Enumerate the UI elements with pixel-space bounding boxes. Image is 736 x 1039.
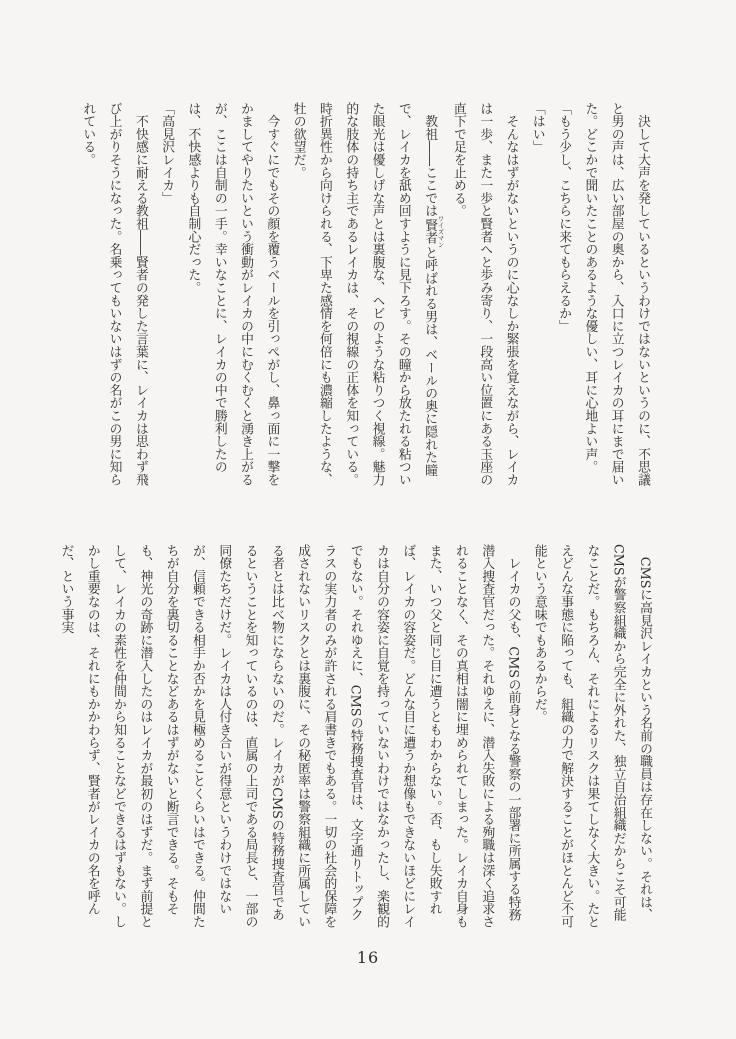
ruby-pre-text: 教祖――ここでは: [422, 102, 438, 218]
paragraph-dialogue: 「はい」: [529, 102, 545, 154]
text-block-top: [74, 102, 655, 488]
paragraph-dialogue: 「高見沢レイカ」: [159, 102, 175, 205]
ruby-base: 賢者: [422, 215, 438, 248]
paragraph: 不快感に耐える教祖――賢者の発した言葉に、レイカは思わず飛び上がりそうになった。名乗ってもいないはずの名がこの男に知られている。: [80, 102, 148, 486]
text-block-bottom: [52, 544, 657, 930]
wiseman-ruby: [422, 215, 445, 248]
paragraph: CMSに高見沢レイカという名前の職員は存在しない。それは、CMSが警察組織から完全に外れた、独立自治組織だからこそ可能なことだ。もちろん、それによるリスクは果てしなく大きい。たとえどんな事態に陥っても、組織の力で解決することがほとんど不可能という意味でもあるからだ。: [531, 544, 652, 928]
paragraph: そんなはずがないというのに心なしか緊張を覚えながら、レイカは一歩、また一歩と賢者へと歩み寄り、一段高い位置にある玉座の直下で足を止める。: [450, 102, 519, 486]
ruby-furigana: ワイズマン: [436, 215, 445, 248]
paragraph: レイカの父も、CMSの前身となる警察の一部署に所属する特務潜入捜査官だった。それゆえに、潜入失敗による殉職は深く追求されることなく、その真相は闇に埋められてしまった。レイカ自身もまた、いつ父と同じ目に遭うともわからない。否、もし失敗すれば、レイカの容姿だ。どんな目に遭うか想像もできないほどにレイカは自分の容姿に自覚を持っていないわけではなかったし、楽観的でもない。それゆえに、CMSの特務捜査官は、文字通りトップクラスの実力者のみが許される肩書きでもある。一切の社会的保障を成されないリスクとは裏腹に、その秘匿率は警察組織に所属している者とは比べ物にならないのだ。レイカがCMSの特務捜査官であるということを知っているのは、直属の上司である局長と、一部の同僚たちだけだ。レイカは人付き合いが得意というわけではないが、信頼できる相手か否かを見極めることくらいはできる。仲間たちが自分を裏切ることなどあるはずがないと断言できる。そもそも、神光の奇跡に潜入したのはレイカが最初のはずだ。まず前提として、レイカの素性を仲間から知ることなどできるはずもない。しかし重要なのは、それにもかかわらず、賢者がレイカの名を呼んだ、という事実: [58, 544, 521, 928]
page-number: 16: [356, 948, 380, 967]
paragraph-dialogue: 「もう少し、こちらに来てもらえるか」: [556, 102, 572, 333]
paragraph: 今すぐにでもその顔を覆うベールを引っぺがし、鼻っ面に一撃をかましてやりたいという衝動がレイカの中にむくむくと湧き上がるが、ここは自制の一手。幸いなことに、レイカの中で勝利したのは、不快感よりも自制心だった。: [185, 102, 280, 486]
ruby-post-text: と呼ばれる男は、ベールの奥に隠れた瞳で、レイカを舐め回すように見下ろす。その瞳から放たれる粘ついた眼光は優しげな声とは裏腹な、ヘビのような粘りつく視線。魅力的な肢体の持ち主であるレイカは、その視線の正体を知っている。時折異性から向けられる、下卑た感情を何倍にも濃縮したような、牡の欲望だ。: [290, 102, 438, 486]
paragraph-with-ruby: [284, 102, 444, 488]
paragraph: 決して大声を発しているというわけではないというのに、不思議と男の声は、広い部屋の奥から、入口に立つレイカの耳にまで届いた。どこかで聞いたことのあるような優しい、耳に心地よい声。: [582, 102, 650, 486]
